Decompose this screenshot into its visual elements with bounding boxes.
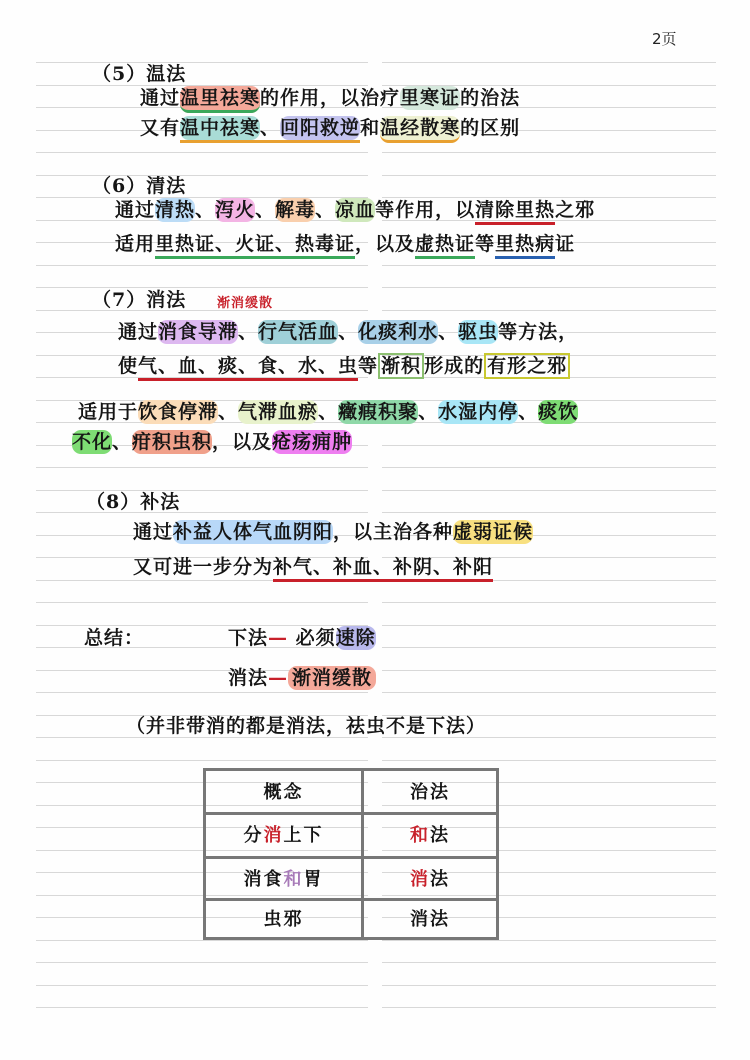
ruled-line xyxy=(36,1007,368,1008)
dash: — xyxy=(268,667,289,689)
text: 消食 xyxy=(243,869,284,890)
highlight-jianxiao-huansan: 渐消缓散 xyxy=(288,666,376,690)
section-heading-bu: （8）补法 xyxy=(86,491,181,513)
ruled-line xyxy=(36,985,368,986)
text: 胃 xyxy=(303,869,324,890)
text: 等 xyxy=(475,233,496,255)
xiao-line-1 xyxy=(118,320,578,344)
comparison-table xyxy=(203,768,499,940)
text-purple: 和 xyxy=(283,869,304,890)
text: 通过 xyxy=(133,521,174,543)
underline-qingchu-lire: 清除里热 xyxy=(475,199,555,225)
header-concept: 概念 xyxy=(263,782,304,803)
highlight-buhua: 不化 xyxy=(72,431,113,453)
text-red: 和 xyxy=(410,825,430,846)
text: 、 xyxy=(112,431,133,453)
text: 消法 xyxy=(228,667,269,689)
text: 等作用，以 xyxy=(375,199,476,221)
ruled-line xyxy=(36,602,368,603)
highlight-lihan-zheng: 里寒证 xyxy=(400,87,461,109)
ruled-line xyxy=(36,152,368,153)
xiao-line-2 xyxy=(118,354,570,378)
wen-line-2 xyxy=(140,116,520,140)
table-header-row xyxy=(206,771,496,814)
text: 、 xyxy=(238,321,259,343)
annotation-jianxiao-huansan: 渐消缓散 xyxy=(217,296,274,311)
highlight-shuishi-neiting: 水湿内停 xyxy=(438,401,519,423)
highlight-wenjing-sanhan: 温经散寒 xyxy=(380,116,460,143)
ruled-line xyxy=(382,62,716,63)
box-youxing-zhixie: 有形之邪 xyxy=(484,353,570,379)
text: 、 xyxy=(338,321,359,343)
text: 法 xyxy=(430,825,450,846)
text: 、 xyxy=(260,117,281,139)
highlight-qizhi-xueyu: 气滞血瘀 xyxy=(238,401,319,423)
text: 通过 xyxy=(118,321,159,343)
summary-label: 总结： xyxy=(84,627,145,649)
ruled-line xyxy=(382,602,716,603)
highlight-xuruo-zhenghou: 虚弱证候 xyxy=(453,521,534,543)
ruled-line xyxy=(382,445,716,446)
text: 上下 xyxy=(283,825,324,846)
highlight-suchu: 速除 xyxy=(335,627,376,649)
ruled-line xyxy=(382,265,716,266)
ruled-line xyxy=(382,467,716,468)
text: 使 xyxy=(118,355,139,377)
highlight-huatan-lishui: 化痰利水 xyxy=(358,321,439,343)
ruled-line xyxy=(382,985,716,986)
underline-group-orange xyxy=(180,117,360,143)
text: 下法 xyxy=(228,627,269,649)
underline-lire-bing: 里热病 xyxy=(495,233,555,259)
text: 、 xyxy=(518,401,539,423)
text: 、 xyxy=(255,199,276,221)
box-jianji: 渐积 xyxy=(378,353,424,379)
text: 的作用，以治疗 xyxy=(260,87,401,109)
dash: — xyxy=(268,627,289,649)
highlight-jiedu: 解毒 xyxy=(275,199,316,221)
table-row xyxy=(206,858,496,901)
section-heading-xiao: （7）消法 xyxy=(92,289,187,311)
text: 通过 xyxy=(140,87,181,109)
page-number: 2页 xyxy=(652,30,677,48)
text: 等 xyxy=(358,355,379,377)
text: 必须 xyxy=(288,627,336,649)
cell-method: 消法 xyxy=(410,909,450,930)
summary-row-xiaofa xyxy=(228,666,376,690)
highlight-xiaoshi-daozhi: 消食导滞 xyxy=(158,321,239,343)
wen-line-1 xyxy=(140,86,520,110)
cell-method xyxy=(364,814,496,857)
xiao-line-3 xyxy=(78,400,578,424)
ruled-line xyxy=(382,175,716,176)
underline-qi-xue-tan: 气、血、痰、食、水、虫 xyxy=(138,355,358,381)
ruled-line xyxy=(382,692,716,693)
text: ，以主治各种 xyxy=(333,521,454,543)
qing-line-2 xyxy=(115,232,575,256)
highlight-chuangyang-yongzhong: 疮疡痈肿 xyxy=(272,431,353,453)
highlight-ganji-chongji: 疳积虫积 xyxy=(132,431,213,453)
ruled-line xyxy=(36,265,368,266)
highlight-quchong: 驱虫 xyxy=(458,321,499,343)
text: 、 xyxy=(438,321,459,343)
highlight-xingqi-huoxue: 行气活血 xyxy=(258,321,339,343)
summary-note: （并非带消的都是消法，祛虫不是下法） xyxy=(126,715,487,737)
ruled-line xyxy=(382,490,716,491)
text: 形成的 xyxy=(424,355,485,377)
text: 适用于 xyxy=(78,401,139,423)
ruled-line xyxy=(36,287,368,288)
highlight-wenzhong-quhan: 温中祛寒 xyxy=(180,117,261,139)
text: 、 xyxy=(315,199,336,221)
text: 又可进一步分为 xyxy=(133,556,274,578)
ruled-line xyxy=(382,287,716,288)
ruled-line xyxy=(36,760,368,761)
underline-buqi-buxue: 补气、补血、补阴、补阳 xyxy=(273,556,493,582)
text: 证 xyxy=(555,233,576,255)
cell-concept xyxy=(206,858,361,901)
bu-line-1 xyxy=(133,520,533,544)
bu-line-2 xyxy=(133,555,493,579)
ruled-line xyxy=(36,175,368,176)
ruled-line xyxy=(382,310,716,311)
ruled-line xyxy=(36,62,368,63)
ruled-line xyxy=(382,625,716,626)
ruled-line xyxy=(36,962,368,963)
highlight-yinshi-tingzhi: 饮食停滞 xyxy=(138,401,219,423)
header-method: 治法 xyxy=(410,782,450,803)
ruled-line xyxy=(382,760,716,761)
table-row xyxy=(206,814,496,857)
text: 、 xyxy=(418,401,439,423)
ruled-line xyxy=(382,670,716,671)
cell-concept: 虫邪 xyxy=(263,909,304,930)
text: ，以及 xyxy=(212,431,273,453)
text: 、 xyxy=(218,401,239,423)
ruled-line xyxy=(382,1007,716,1008)
text: 通过 xyxy=(115,199,156,221)
text: ，以及 xyxy=(355,233,416,255)
ruled-line xyxy=(36,692,368,693)
cell-method xyxy=(364,858,496,901)
table-row xyxy=(206,898,496,941)
text: 之邪 xyxy=(555,199,596,221)
highlight-xiehuo: 泻火 xyxy=(215,199,256,221)
ruled-line xyxy=(382,647,716,648)
highlight-liangxue: 凉血 xyxy=(335,199,376,221)
underline-xure-zheng: 虚热证 xyxy=(415,233,475,259)
ruled-line xyxy=(382,152,716,153)
text: 和 xyxy=(360,117,381,139)
section-heading-qing: （6）清法 xyxy=(92,175,187,197)
ruled-line xyxy=(382,512,716,513)
xiao-line-4 xyxy=(72,430,352,454)
summary-row-xiafa xyxy=(228,626,376,650)
ruled-line xyxy=(382,962,716,963)
text: 的治法 xyxy=(460,87,521,109)
text-red: 消 xyxy=(410,869,430,890)
highlight-wenli-quhan: 温里祛寒 xyxy=(180,86,260,113)
highlight-tanyin: 痰饮 xyxy=(538,401,579,423)
ruled-line xyxy=(36,467,368,468)
text: 的区别 xyxy=(460,117,521,139)
text: 法 xyxy=(430,869,450,890)
text: 、 xyxy=(318,401,339,423)
text: 适用 xyxy=(115,233,156,255)
highlight-huiyang-jiuni: 回阳救逆 xyxy=(280,117,361,139)
highlight-buyi-qixue-yinyang: 补益人体气血阴阳 xyxy=(173,521,334,543)
underline-lire-zheng-group: 里热证、火证、热毒证 xyxy=(155,233,355,259)
text: 等方法， xyxy=(498,321,579,343)
text: 又有 xyxy=(140,117,181,139)
text: 分 xyxy=(243,825,264,846)
cell-concept xyxy=(206,814,361,857)
text-red: 消 xyxy=(263,825,284,846)
section-heading-wen: （5）温法 xyxy=(92,63,187,85)
ruled-line xyxy=(36,310,368,311)
qing-line-1 xyxy=(115,198,595,222)
text: 、 xyxy=(195,199,216,221)
highlight-qingre: 清热 xyxy=(155,199,196,221)
highlight-zhengjia-jiju: 癥瘕积聚 xyxy=(338,401,419,423)
